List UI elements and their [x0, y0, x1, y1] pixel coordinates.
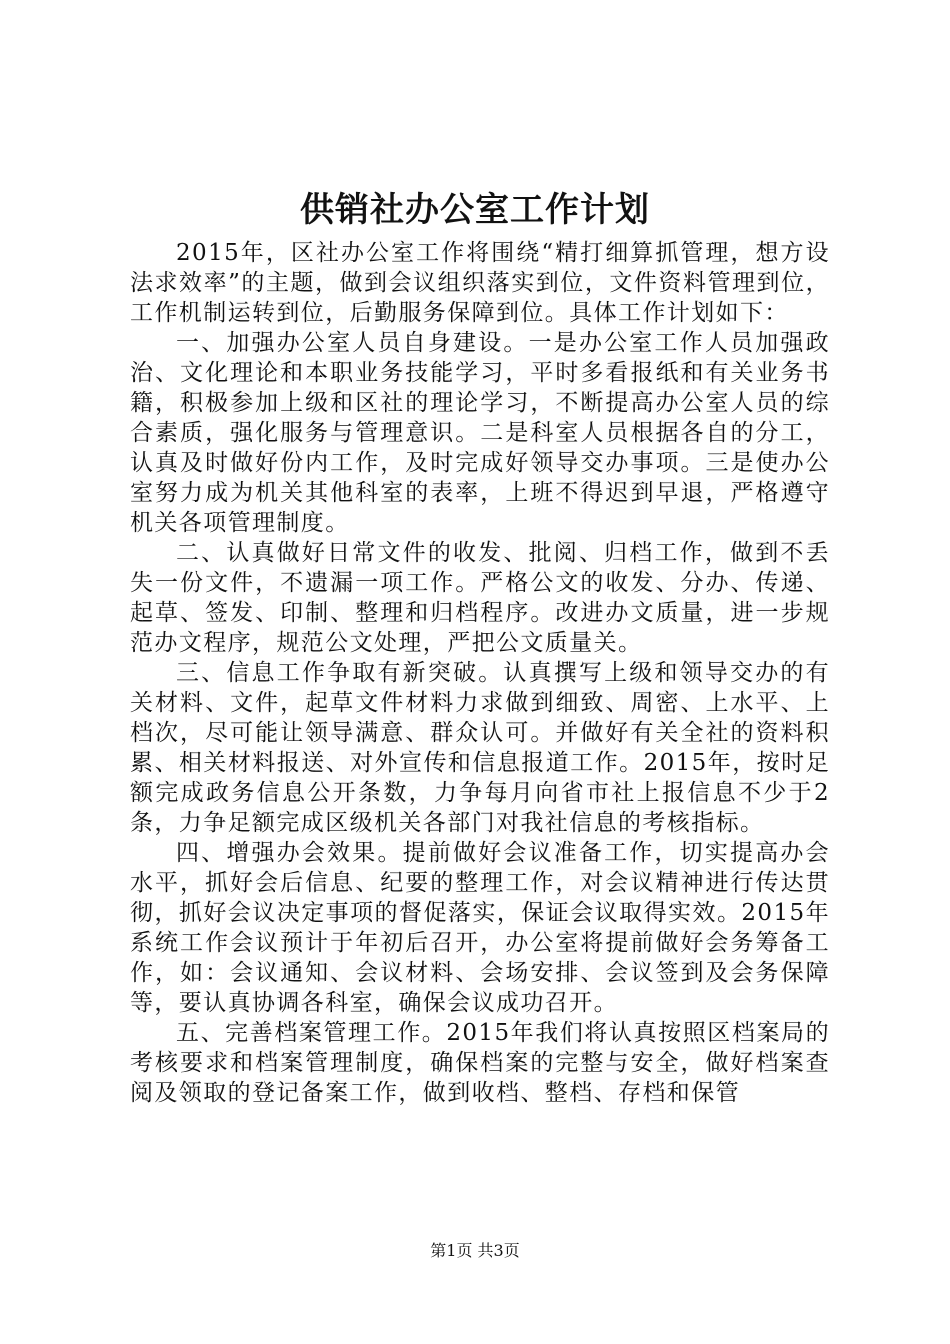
paragraph-section-1: 一、加强办公室人员自身建设。一是办公室工作人员加强政治、文化理论和本职业务技能学习，平时多看报纸和有关业务书籍，积极参加上级和区社的理论学习，不断提高办公室人员的综合素质，强化服务与管理意识。二是科室人员根据各自的分工，认真及时做好份内工作，及时完成好领导交办事项。三是使办公室努力成为机关其他科室的表率，上班不得迟到早退，严格遵守机关各项管理制度。 [130, 330, 830, 536]
paragraph-section-2: 二、认真做好日常文件的收发、批阅、归档工作，做到不丢失一份文件，不遗漏一项工作。严格公文的收发、分办、传递、起草、签发、印制、整理和归档程序。改进办文质量，进一步规范办文程序，规范公文处理，严把公文质量关。 [130, 540, 830, 656]
paragraph-section-4: 四、增强办会效果。提前做好会议准备工作，切实提高办会水平，抓好会后信息、纪要的整理工作，对会议精神进行传达贯彻，抓好会议决定事项的督促落实，保证会议取得实效。2015年系统工作会议预计于年初后召开，办公室将提前做好会务筹备工作，如：会议通知、会议材料、会场安排、会议签到及会务保障等，要认真协调各科室，确保会议成功召开。 [130, 840, 830, 1016]
paragraph-intro: 2015年，区社办公室工作将围绕“精打细算抓管理，想方设法求效率”的主题，做到会议组织落实到位，文件资料管理到位，工作机制运转到位，后勤服务保障到位。具体工作计划如下： [130, 240, 830, 326]
paragraph-section-3: 三、信息工作争取有新突破。认真撰写上级和领导交办的有关材料、文件，起草文件材料力求做到细致、周密、上水平、上档次，尽可能让领导满意、群众认可。并做好有关全社的资料积累、相关材料报送、对外宣传和信息报道工作。2015年，按时足额完成政务信息公开条数，力争每月向省市社上报信息不少于2条，力争足额完成区级机关各部门对我社信息的考核指标。 [130, 660, 830, 836]
paragraph-section-5: 五、完善档案管理工作。2015年我们将认真按照区档案局的考核要求和档案管理制度，确保档案的完整与安全，做好档案查阅及领取的登记备案工作，做到收档、整档、存档和保管 [130, 1020, 830, 1106]
document-body [130, 238, 830, 1108]
document-title: 供销社办公室工作计划 [300, 190, 650, 230]
page-footer: 第1页 共3页 [430, 1241, 520, 1260]
